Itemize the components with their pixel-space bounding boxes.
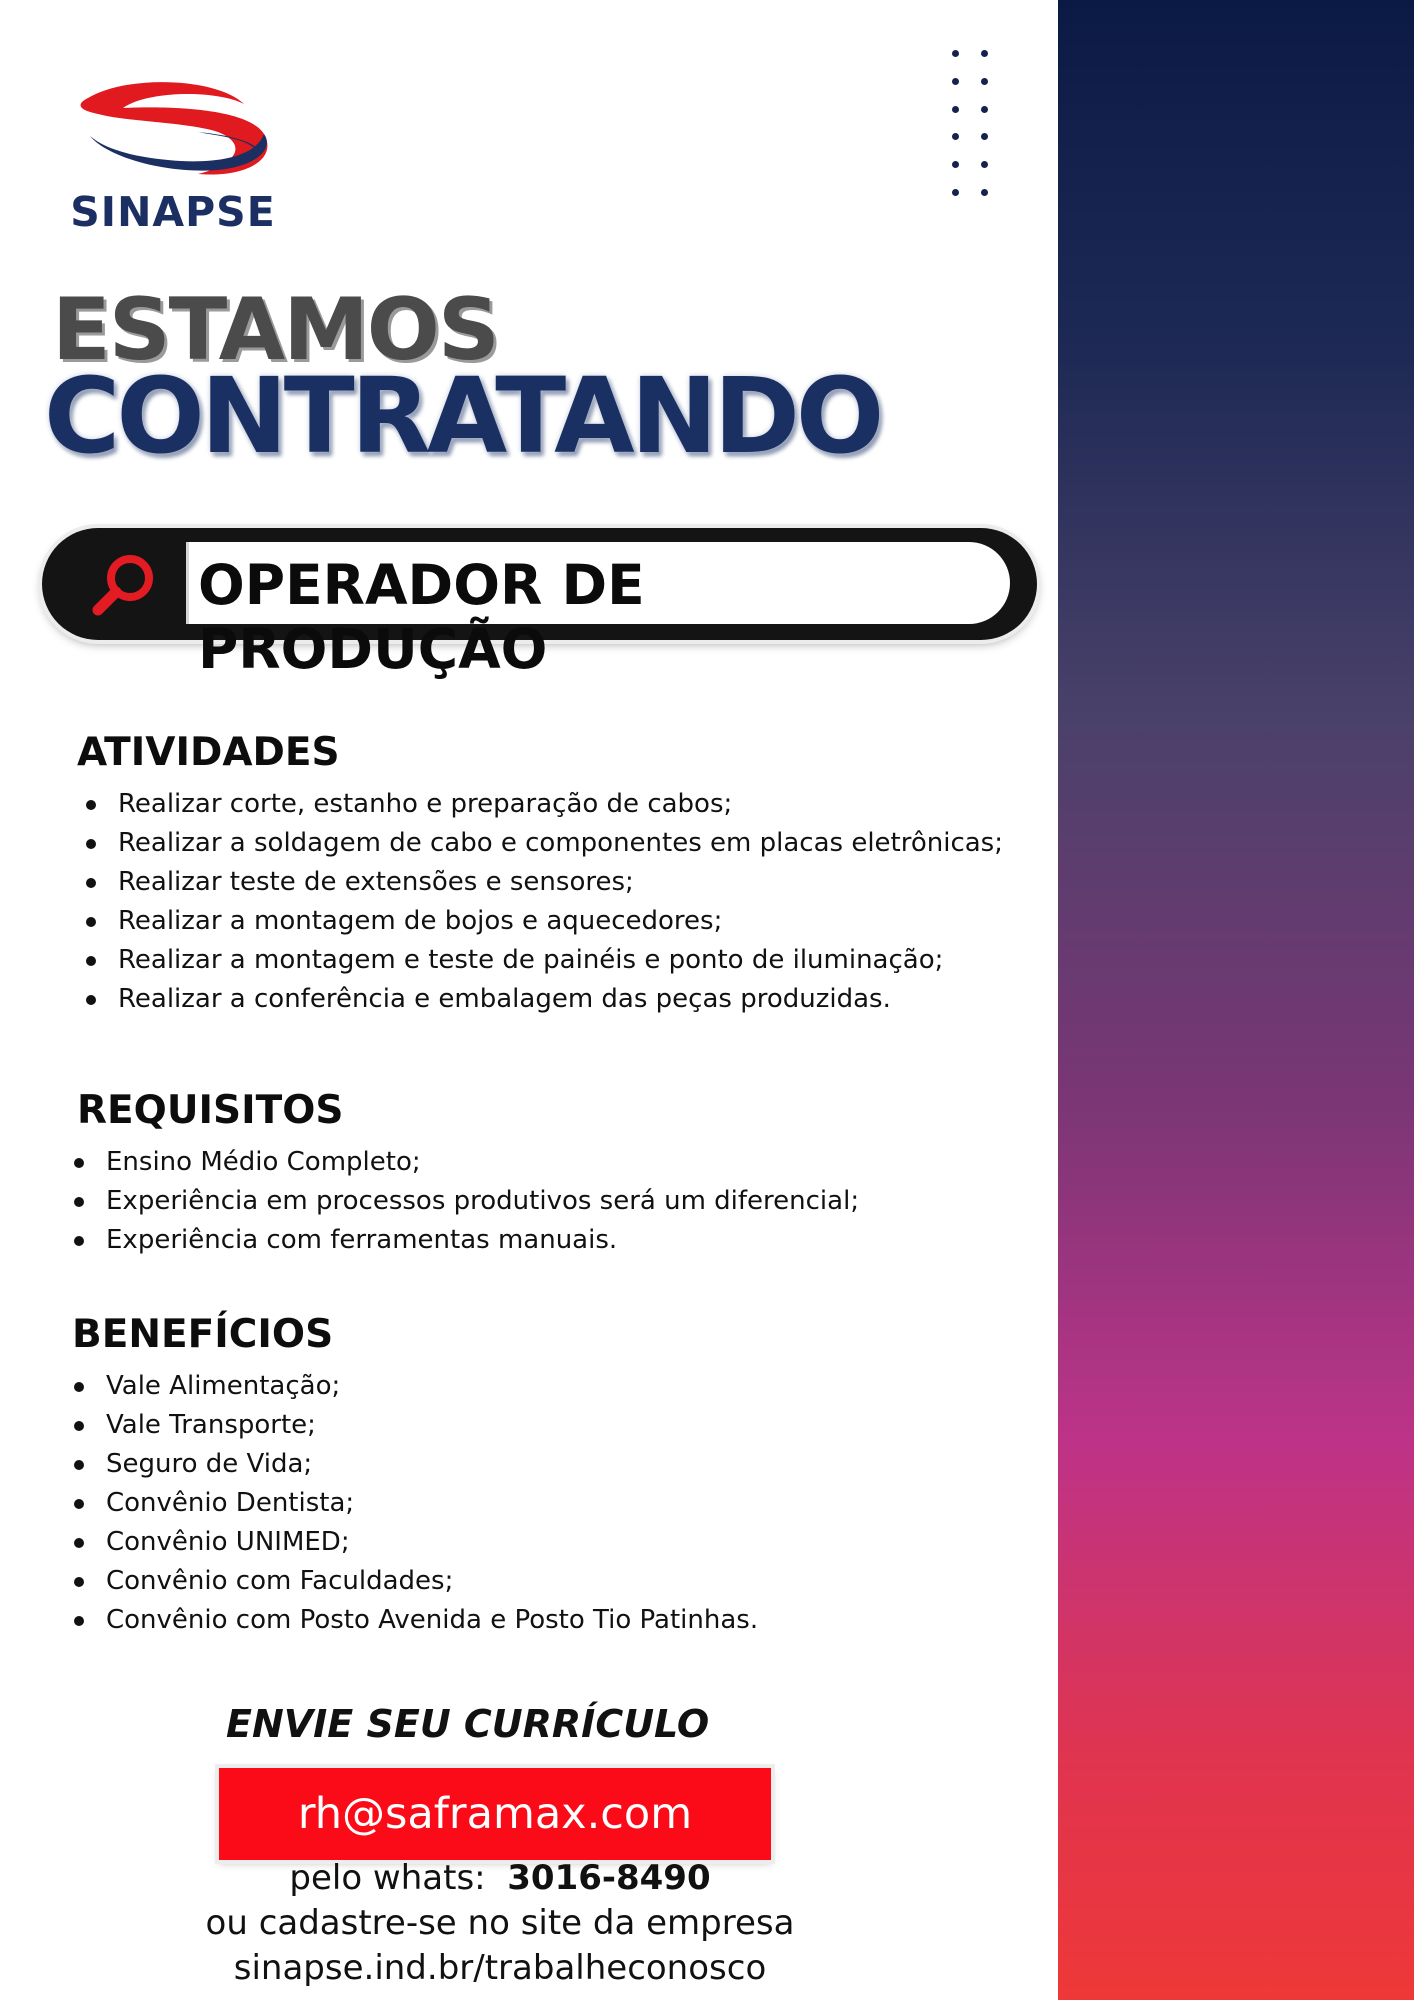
job-title-box [186, 542, 1010, 681]
email-link[interactable] [219, 1768, 771, 1860]
list-item: Vale Alimentação; [66, 1367, 758, 1406]
site-url-link[interactable]: sinapse.ind.br/trabalheconosco [233, 1948, 767, 1988]
list-item: Experiência com ferramentas manuais. [66, 1221, 859, 1260]
list-item: Convênio Dentista; [66, 1484, 758, 1523]
decorative-gradient-band [1058, 0, 1414, 2000]
bullet-icon [74, 1236, 84, 1246]
bullet-icon [86, 800, 96, 810]
search-icon [90, 552, 158, 618]
whatsapp-line [0, 1858, 1000, 1898]
list-item: Convênio com Faculdades; [66, 1562, 758, 1601]
list-item: Convênio com Posto Avenida e Posto Tio Patinhas. [66, 1601, 758, 1640]
headline-contratando: CONTRATANDO [44, 355, 881, 477]
atividades-list [78, 785, 1003, 1019]
list-item: Convênio UNIMED; [66, 1523, 758, 1562]
list-item: Realizar a soldagem de cabo e componentes em placas eletrônicas; [78, 824, 1003, 863]
whats-label: pelo whats: [289, 1858, 486, 1898]
bullet-icon [74, 1538, 84, 1548]
bullet-icon [86, 839, 96, 849]
bullet-icon [74, 1197, 84, 1207]
list-item: Experiência em processos produtivos será um diferencial; [66, 1182, 859, 1221]
bullet-icon [74, 1499, 84, 1509]
section-title-requisitos: REQUISITOS [77, 1088, 344, 1133]
list-item: Realizar a montagem e teste de painéis e ponto de iluminação; [78, 941, 1003, 980]
bullet-icon [74, 1382, 84, 1392]
bullet-icon [86, 956, 96, 966]
section-title-beneficios: BENEFÍCIOS [72, 1312, 334, 1357]
sinapse-logo [68, 78, 278, 236]
list-item: Ensino Médio Completo; [66, 1143, 859, 1182]
bullet-icon [74, 1616, 84, 1626]
bullet-icon [74, 1460, 84, 1470]
headline-estamos: ESTAMOS [52, 280, 498, 380]
decorative-dot-grid [952, 50, 992, 200]
list-item: Realizar a conferência e embalagem das peças produzidas. [78, 980, 1003, 1019]
list-item: Realizar teste de extensões e sensores; [78, 863, 1003, 902]
email-address[interactable]: rh@saframax.com [297, 1789, 693, 1839]
bullet-icon [86, 917, 96, 927]
site-intro-line: ou cadastre-se no site da empresa [205, 1903, 795, 1943]
beneficios-list [66, 1367, 758, 1640]
bullet-icon [74, 1577, 84, 1587]
section-title-atividades: ATIVIDADES [77, 730, 340, 775]
job-title: OPERADOR DE PRODUÇÃO [198, 553, 645, 681]
list-item: Vale Transporte; [66, 1406, 758, 1445]
bullet-icon [74, 1421, 84, 1431]
bullet-icon [86, 878, 96, 888]
cta-title: ENVIE SEU CURRÍCULO [226, 1702, 710, 1746]
list-item: Seguro de Vida; [66, 1445, 758, 1484]
logo-wordmark: SINAPSE [70, 188, 276, 236]
bullet-icon [74, 1158, 84, 1168]
bullet-icon [86, 995, 96, 1005]
list-item: Realizar corte, estanho e preparação de cabos; [78, 785, 1003, 824]
job-title-banner [42, 528, 1037, 681]
whats-number[interactable]: 3016-8490 [507, 1858, 711, 1898]
list-item: Realizar a montagem de bojos e aquecedores; [78, 902, 1003, 941]
logo-swoosh-icon [68, 78, 278, 188]
requisitos-list [66, 1143, 859, 1260]
